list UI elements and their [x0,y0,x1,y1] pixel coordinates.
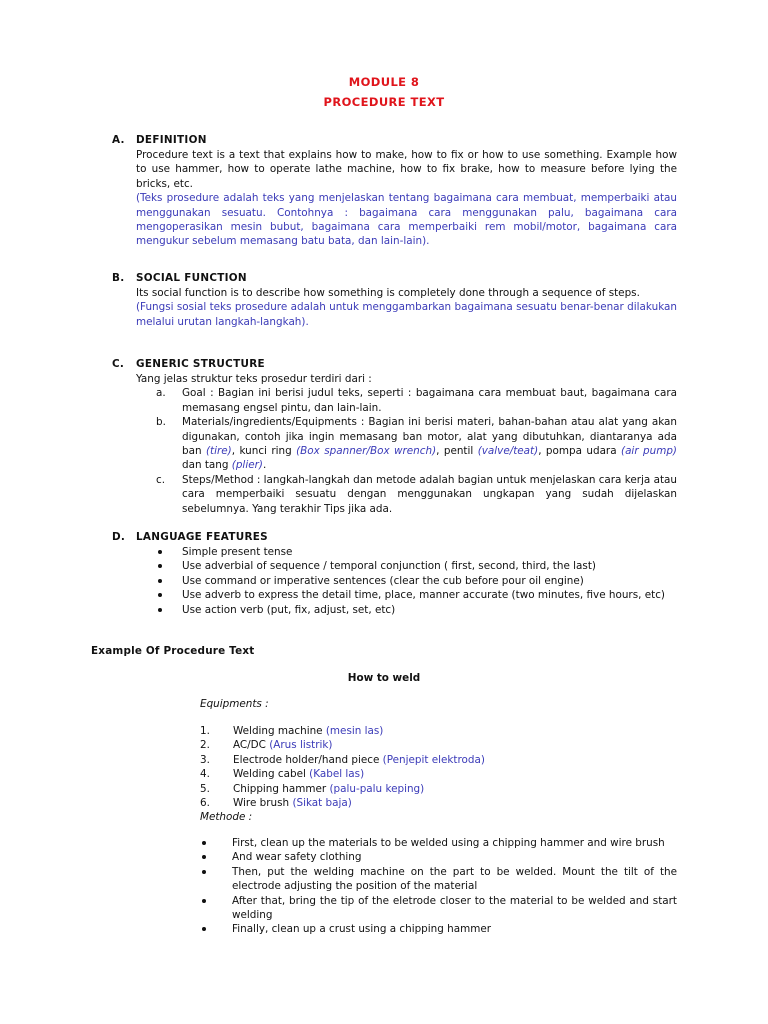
section-c-heading [112,357,265,371]
language-body [156,545,677,617]
section-a-title: DEFINITION [136,134,207,146]
list-item [156,603,677,617]
bullet-icon [202,870,206,874]
equipments-label: Equipments : [200,698,269,710]
equipment-translation: (palu-palu keping) [329,782,425,795]
section-c-title: GENERIC STRUCTURE [136,358,265,370]
list-marker: 2. [200,739,210,752]
bullet-icon [158,564,162,568]
bullet-icon [202,855,206,859]
section-a-letter: A. [112,134,125,146]
list-item [156,545,677,559]
example-heading: Example Of Procedure Text [91,645,255,657]
equipment-name: AC/DC [233,739,270,752]
term-translation: (air pump) [621,445,677,458]
bullet-icon [202,927,206,931]
section-b-title: SOCIAL FUNCTION [136,272,247,284]
list-marker: 6. [200,797,210,810]
list-item-text: Simple present tense [182,546,293,558]
bullet-icon [158,550,162,554]
methods-list [200,836,677,937]
list-item [156,415,677,473]
method-label: Methode : [200,811,253,824]
equipment-translation: (Penjepit elektroda) [382,753,485,766]
list-item [156,559,677,573]
list-item-text: Use adverbial of sequence / temporal conjunction ( first, second, third, the last) [182,560,596,573]
list-item-text: Use adverb to express the detail time, place, manner accurate (two minutes, five hours, etc) [182,589,665,602]
social-text-en: Its social function is to describe how something is completely done through a sequence of steps. [136,287,640,299]
list-item [200,782,680,796]
social-text-id: (Fungsi sosial teks prosedure adalah untuk menggambarkan bagaimana sesuatu benar-benar dilakukan melalui urutan langkah-langkah). [136,301,677,328]
list-item [156,574,677,588]
list-item [200,767,680,781]
equipment-name: Wire brush [233,797,293,810]
list-item [156,473,677,516]
generic-list [156,386,677,516]
page-title: PROCEDURE TEXT [323,95,445,109]
list-marker: 5. [200,782,210,795]
list-marker: 4. [200,768,210,781]
equipment-name: Welding cabel [233,768,310,781]
list-item-text: Use action verb (put, fix, adjust, set, etc) [182,603,396,616]
term-translation: (tire) [205,445,232,458]
list-marker: c. [156,473,166,486]
term-translation: (valve/teat) [477,445,539,458]
bullet-icon [158,608,162,612]
generic-intro: Yang jelas struktur teks prosedur terdiri dari : [136,373,372,385]
list-item-text: , kunci ring [231,445,297,458]
list-item-text: After that, bring the tip of the eletrode closer to the material to be welded and start welding [232,894,677,922]
section-d-heading [112,530,268,544]
equipment-name: Welding machine [233,725,326,737]
equipment-translation: (mesin las) [325,725,384,737]
definition-text-id: (Teks prosedure adalah teks yang menjelaskan tentang bagaimana cara membuat, memperbaiki atau menggunakan sesuatu. Contohnya : bagaimana cara menggunakan palu, bagaimana cara mengoperasikan mesin bubut, bagaimana cara memperbaiki rem mobil/motor, bagaimana cara mengukur sebelum memasang batu bata, dan lain-lain). [136,192,677,248]
list-item-text: . [262,459,267,472]
equipments-body [200,724,680,825]
bullet-icon [202,899,206,903]
list-item [200,922,677,936]
methods-body [200,836,677,937]
equipments-list [200,724,680,810]
section-a-heading [112,133,207,147]
social-body [136,286,677,329]
definition-body [136,148,677,249]
equipment-translation: (Sikat baja) [292,797,352,810]
equipment-name: Electrode holder/hand piece [233,753,383,766]
generic-body [136,372,677,516]
list-item-text: Finally, clean up a crust using a chipping hammer [232,923,491,936]
list-item [200,850,677,864]
list-item [200,894,677,923]
list-item [200,753,680,767]
list-item-text: Then, put the welding machine on the part to be welded. Mount the tilt of the electrode adjusting the position of the material [232,865,677,893]
equipment-translation: (Kabel las) [309,768,365,781]
section-b-letter: B. [112,272,125,284]
list-item [156,386,677,415]
bullet-icon [158,579,162,583]
list-marker: 1. [200,725,210,737]
term-translation: (Box spanner/Box wrench) [296,445,437,458]
list-item [156,588,677,602]
list-item-text: Use command or imperative sentences (clear the cub before pour oil engine) [182,574,584,587]
list-item-text: Steps/Method : langkah-langkah dan metode adalah bagian untuk menjelaskan cara kerja atau cara memperbaiki sesuatu dengan menggunakan ungkapan yang sudah dijelaskan sebelumnya. Yang terakhir Tips jika ada. [182,473,677,515]
module-number: MODULE 8 [348,75,420,89]
list-item [200,836,677,850]
list-item [200,724,680,738]
term-translation: (plier) [231,459,263,472]
equipment-name: Chipping hammer [233,782,330,795]
language-list [156,545,677,617]
definition-text-en: Procedure text is a text that explains how to make, how to fix or how to use something. Example how to use hammer, how to operate lathe machine, how to fix brake, how to measure before lying the bricks, etc. [136,149,677,190]
section-d-letter: D. [112,531,126,543]
list-item [200,796,680,810]
list-item [200,865,677,894]
list-marker: a. [156,387,166,400]
list-item-text: Materials/ingredients/Equipments : Bagian ini berisi materi, bahan-bahan atau alat yang akan digunakan, contoh jika ingin memasang ban motor, alat yang dibutuhkan, diantaranya ada ban [182,416,677,458]
list-marker: 3. [200,753,210,766]
section-c-letter: C. [112,358,125,370]
section-b-heading [112,271,247,285]
list-item-text: And wear safety clothing [232,851,362,864]
list-item-text: First, clean up the materials to be welded using a chipping hammer and wire brush [232,837,665,849]
list-marker: b. [156,416,166,429]
bullet-icon [158,593,162,597]
equipment-translation: (Arus listrik) [269,739,333,752]
section-d-title: LANGUAGE FEATURES [136,531,268,543]
list-item-text: dan tang [182,459,232,472]
list-item-text: Goal : Bagian ini berisi judul teks, seperti : bagaimana cara membuat baut, bagaimana cara memasang engsel pintu, dan lain-lain. [182,387,677,414]
list-item-text: , pompa udara [538,445,622,458]
list-item [200,738,680,752]
list-item-text: , pentil [436,445,478,458]
example-title: How to weld [347,672,421,684]
bullet-icon [202,841,206,845]
